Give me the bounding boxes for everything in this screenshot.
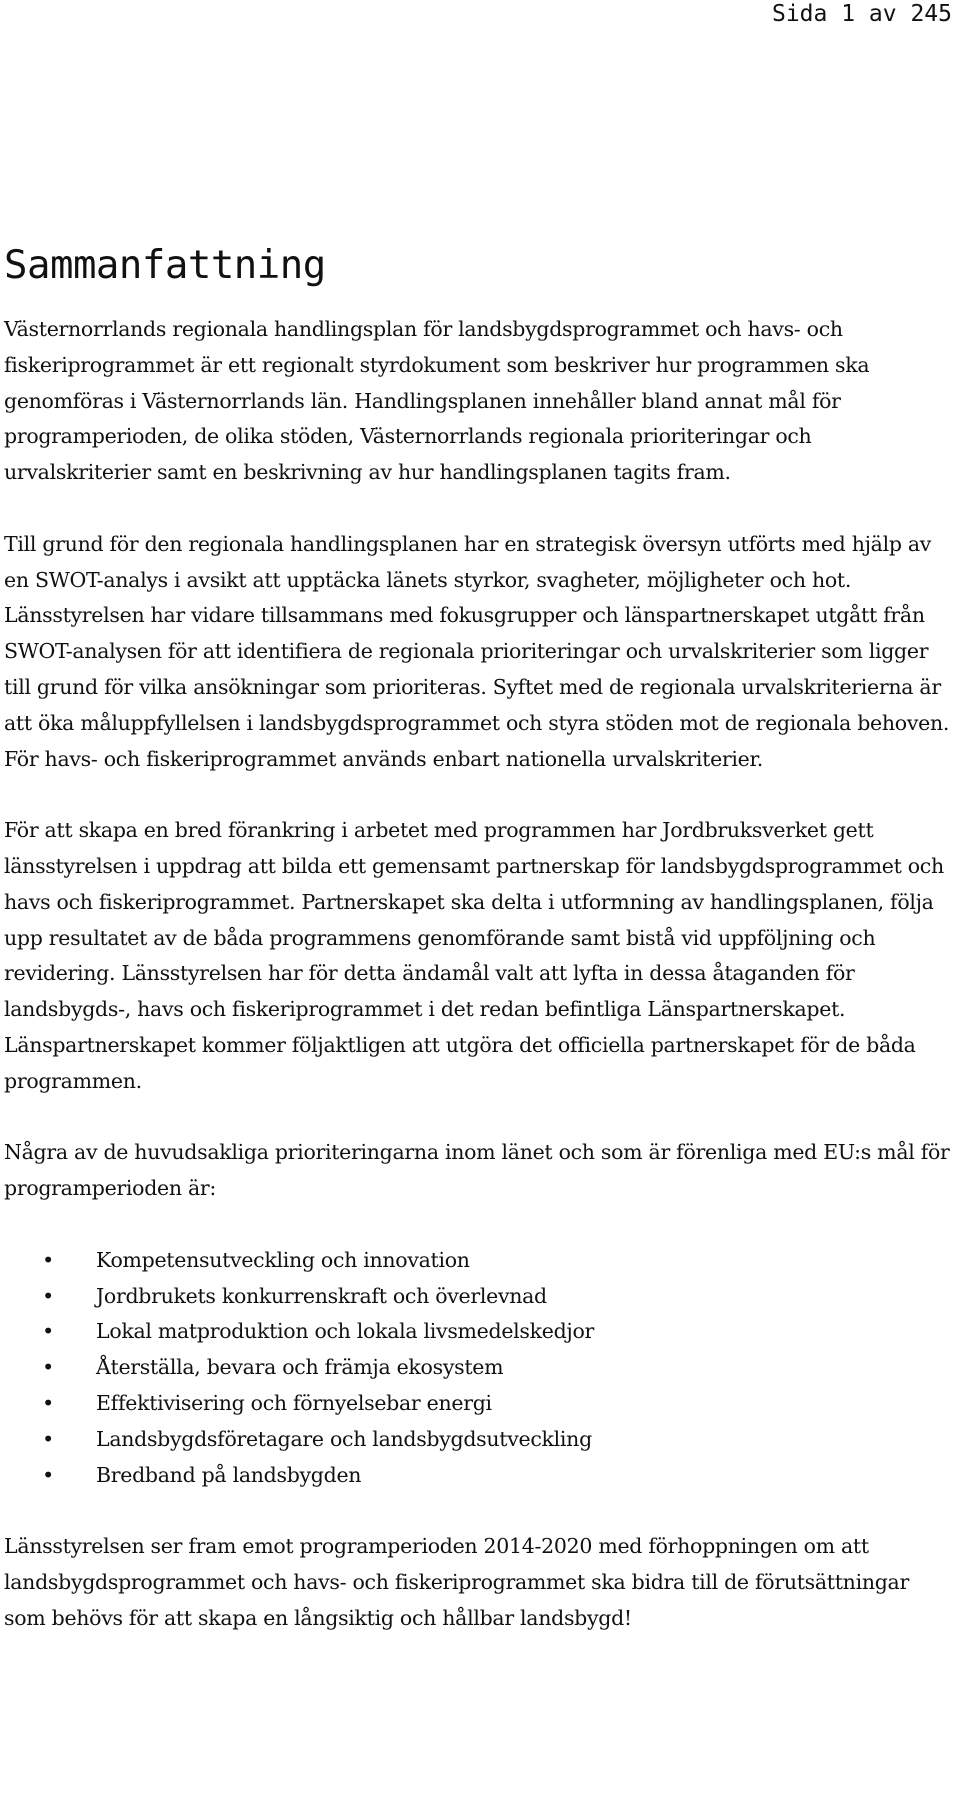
bullet-icon: • <box>42 1247 54 1272</box>
summary-paragraph-2: Till grund för den regionala handlingsplanen har en strategisk översyn utförts med hjälp av en SWOT-analys i avsikt att upptäcka länets styrkor, svagheter, möjligheter och hot. Länsstyrelsen har vidare tillsammans med fokusgrupper och länspartnerskapet utgått från SWOT-analysen för att identifiera de regionala prioriteringar och urvalskriterier som ligger till grund för vilka ansökningar som prioriteras. Syftet med de regionala urvalskriterierna är att öka måluppfyllelsen i landsbygdsprogrammet och styra stöden mot de regionala behoven. För havs- och fiskeriprogrammet används enbart nationella urvalskriterier. <box>4 531 950 771</box>
closing-paragraph: Länsstyrelsen ser fram emot programperioden 2014-2020 med förhoppningen om att landsbygdsprogrammet och havs- och fiskeriprogrammet ska bidra till de förutsättningar som behövs för att skapa en långsiktig och hållbar landsbygd! <box>4 1534 909 1630</box>
bullet-icon: • <box>42 1355 54 1380</box>
list-item <box>4 1314 956 1350</box>
summary-paragraph-1: Västernorrlands regionala handlingsplan för landsbygdsprogrammet och havs- och fiskeriprogrammet är ett regionalt styrdokument som beskriver hur programmen ska genomföras i Västernorrlands län. Handlingsplanen innehåller bland annat mål för programperioden, de olika stöden, Västernorrlands regionala prioriteringar och urvalskriterier samt en beskrivning av hur handlingsplanen tagits fram. <box>4 317 870 485</box>
list-item-text: Landsbygdsföretagare och landsbygdsutveckling <box>96 1426 592 1451</box>
bullet-icon: • <box>42 1426 54 1451</box>
list-item-text: Lokal matproduktion och lokala livsmedelskedjor <box>96 1319 595 1344</box>
summary-paragraph-3: För att skapa en bred förankring i arbetet med programmen har Jordbruksverket gett länsstyrelsen i uppdrag att bilda ett gemensamt partnerskap för landsbygdsprogrammet och havs och fiskeriprogrammet. Partnerskapet ska delta i utformning av handlingsplanen, följa upp resultatet av de båda programmens genomförande samt bistå vid uppföljning och revidering. Länsstyrelsen har för detta ändamål valt att lyfta in dessa åtaganden för landsbygds-, havs och fiskeriprogrammet i det redan befintliga Länspartnerskapet. Länspartnerskapet kommer följaktligen att utgöra det officiella partnerskapet för de båda programmen. <box>4 818 944 1093</box>
list-item <box>4 1243 956 1279</box>
list-item-text: Effektivisering och förnyelsebar energi <box>96 1390 492 1415</box>
list-item-text: Återställa, bevara och främja ekosystem <box>96 1355 504 1380</box>
list-item <box>4 1422 956 1458</box>
bullet-icon: • <box>42 1319 54 1344</box>
list-item-text: Bredband på landsbygden <box>96 1462 362 1487</box>
list-item <box>4 1279 956 1315</box>
bullet-icon: • <box>42 1462 54 1487</box>
list-item <box>4 1350 956 1386</box>
list-item <box>4 1458 956 1494</box>
bullet-icon: • <box>42 1390 54 1415</box>
document-body <box>4 312 956 1672</box>
list-item <box>4 1386 956 1422</box>
summary-paragraph-4: Några av de huvudsakliga prioriteringarna inom länet och som är förenliga med EU:s mål för programperioden är: <box>4 1140 950 1201</box>
page-number: Sida 1 av 245 <box>771 1 952 27</box>
list-item-text: Jordbrukets konkurrenskraft och överlevnad <box>96 1283 547 1308</box>
section-heading: Sammanfattning <box>4 243 326 288</box>
priorities-list <box>4 1243 956 1494</box>
bullet-icon: • <box>42 1283 54 1308</box>
list-item-text: Kompetensutveckling och innovation <box>96 1247 470 1272</box>
